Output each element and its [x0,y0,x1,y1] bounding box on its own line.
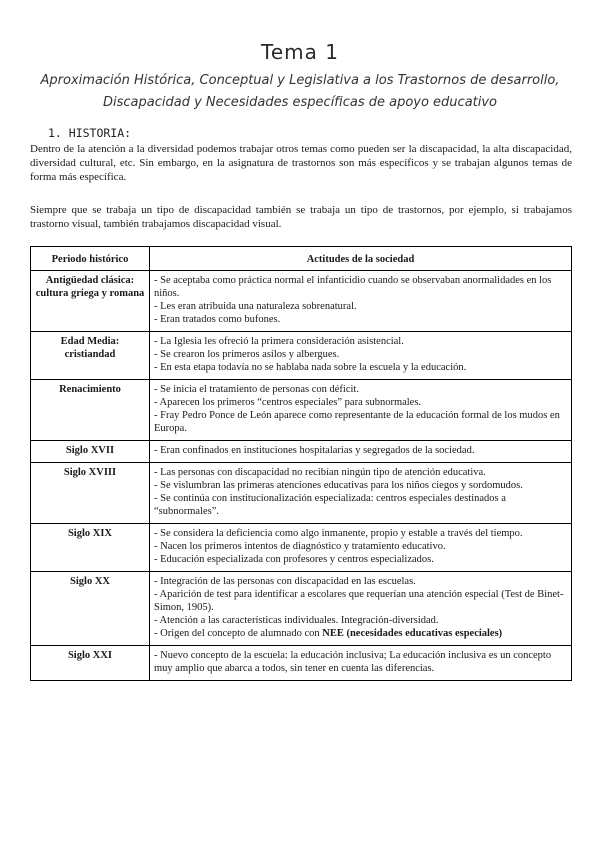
attitudes-cell [150,441,572,463]
attitude-item [154,627,567,640]
attitudes-cell [150,572,572,646]
document-title: Tema 1 [261,40,339,64]
nee-term: NEE (necesidades educativas especiales) [322,628,503,639]
attitude-item: - La Iglesia les ofreció la primera consideración asistencial. [154,336,404,347]
attitudes-cell [150,271,572,332]
period-cell: Siglo XXI [31,646,150,681]
attitude-item: - Les eran atribuida una naturaleza sobrenatural. [154,301,357,312]
header-attitudes: Actitudes de la sociedad [150,247,572,271]
attitudes-cell [150,524,572,572]
attitudes-cell [150,380,572,441]
attitude-item: - Atención a las características individuales. Integración-diversidad. [154,615,439,626]
attitude-item: - Las personas con discapacidad no recibían ningún tipo de atención educativa. [154,467,486,478]
section-heading-historia: 1. HISTORIA: [48,126,132,140]
attitude-item: - Se aceptaba como práctica normal el infanticidio cuando se observaban anormalidades en los niños. [154,275,552,299]
attitude-item: - Fray Pedro Ponce de León aparece como representante de la educación formal de los mudos en Europa. [154,410,560,434]
attitude-item: - Nuevo concepto de la escuela: la educación inclusiva; La educación inclusiva es un concepto muy amplio que abarca a todos, sin tener en cuenta las diferencias. [154,650,552,674]
period-cell: Siglo XVIII [31,463,150,524]
attitude-item: - Nacen los primeros intentos de diagnóstico y tratamiento educativo. [154,541,446,552]
table-row [31,271,572,332]
attitude-item-text: - Origen del concepto de alumnado con [154,628,323,639]
table-row [31,646,572,681]
attitude-item: - Eran tratados como bufones. [154,314,281,325]
attitude-item: - En esta etapa todavía no se hablaba nada sobre la escuela y la educación. [154,362,467,373]
second-paragraph: Siempre que se trabaja un tipo de discapacidad también se trabaja un tipo de trastornos, por ejemplo, si trabajamos trastorno visual, también trabajamos discapacidad visual. [30,204,572,230]
table-row [31,463,572,524]
period-cell: Siglo XX [31,572,150,646]
intro-paragraph: Dentro de la atención a la diversidad podemos trabajar otros temas como pueden ser la discapacidad, la alta discapacidad, diversidad cultural, etc. Sin embargo, en la asignatura de trastornos son más específicos y se trabajan algunos temas de forma más específica. [30,143,572,183]
period-cell: Siglo XVII [31,441,150,463]
table-row [31,572,572,646]
period-cell: Edad Media: cristiandad [31,332,150,380]
period-cell: Siglo XIX [31,524,150,572]
attitude-item: - Se inicia el tratamiento de personas con déficit. [154,384,359,395]
attitudes-cell [150,463,572,524]
period-cell: Antigüedad clásica: cultura griega y romana [31,271,150,332]
attitude-item: - Aparición de test para identificar a escolares que requerían una atención especial (Test de Binet-Simon, 1905). [154,589,564,613]
document-subtitle [40,70,560,114]
attitudes-cell [150,646,572,681]
subtitle-line: Discapacidad y Necesidades específicas de apoyo educativo [102,95,498,110]
attitudes-cell [150,332,572,380]
attitude-item: - Educación especializada con profesores y centros especializados. [154,554,434,565]
table-header-row [31,247,572,271]
attitude-item: - Se crearon los primeros asilos y albergues. [154,349,340,360]
table-row [31,441,572,463]
header-period: Periodo histórico [31,247,150,271]
history-table [30,246,572,681]
period-cell: Renacimiento [31,380,150,441]
table-row [31,524,572,572]
attitude-item: - Se continúa con institucionalización especializada: centros especiales destinados a “subnormales”. [154,493,506,517]
attitude-item: - Se considera la deficiencia como algo inmanente, propio y estable a través del tiempo. [154,528,523,539]
attitude-item: - Integración de las personas con discapacidad en las escuelas. [154,576,416,587]
table-row [31,332,572,380]
subtitle-line: Aproximación Histórica, Conceptual y Legislativa a los Trastornos de desarrollo, [40,73,560,88]
attitude-item: - Se vislumbran las primeras atenciones educativas para los niños ciegos y sordomudos. [154,480,523,491]
attitude-item: - Aparecen los primeros “centros especiales” para subnormales. [154,397,422,408]
table-row [31,380,572,441]
attitude-item: - Eran confinados en instituciones hospitalarias y segregados de la sociedad. [154,445,475,456]
